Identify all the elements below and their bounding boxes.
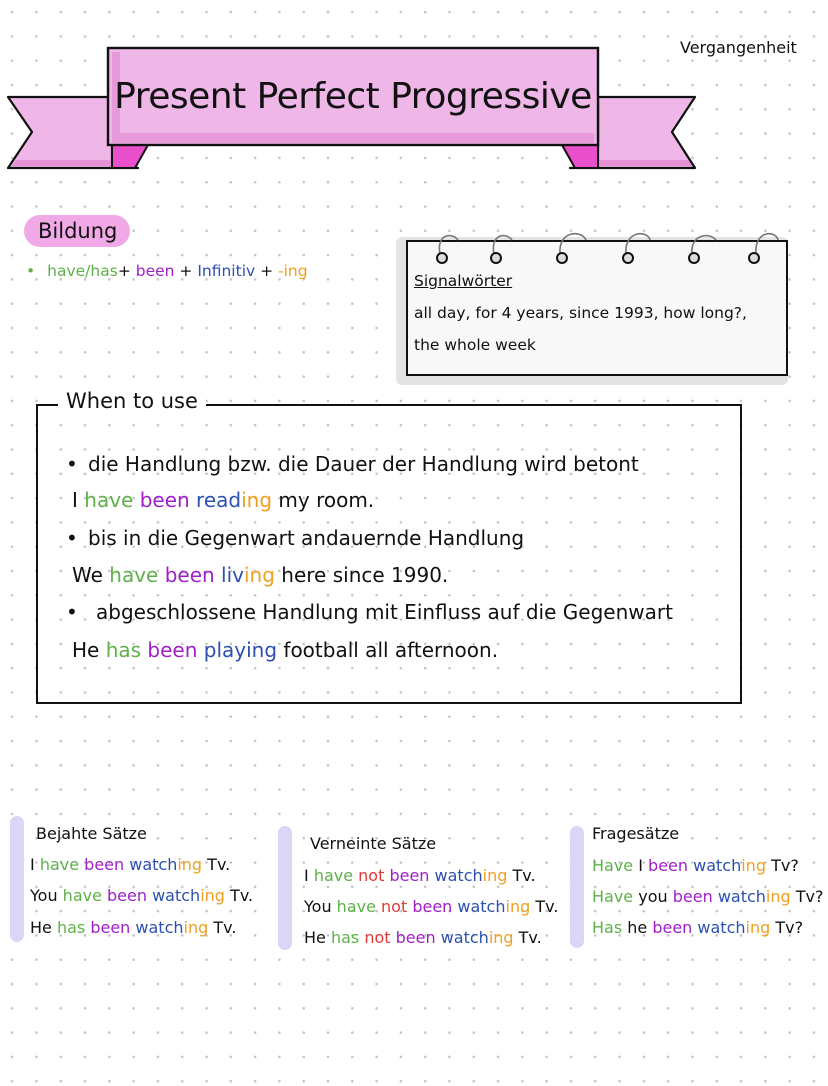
sentence-row bbox=[592, 856, 799, 875]
aux: Have bbox=[592, 856, 634, 875]
example-aux: have bbox=[109, 563, 159, 587]
been: been bbox=[648, 856, 694, 875]
verb: watch bbox=[152, 886, 201, 905]
section-label-bildung: Bildung bbox=[24, 215, 130, 247]
negation: not bbox=[375, 897, 408, 916]
column-title-frage: Fragesätze bbox=[592, 824, 680, 843]
ing: ing bbox=[482, 866, 508, 885]
been: been bbox=[672, 887, 718, 906]
example-aux: has bbox=[105, 638, 142, 662]
usage-rule bbox=[66, 526, 524, 550]
object: Tv? bbox=[790, 887, 824, 906]
formula-plus: + bbox=[174, 262, 198, 280]
object: Tv. bbox=[513, 928, 542, 947]
ing: ing bbox=[745, 918, 771, 937]
example-ing: ing bbox=[241, 488, 273, 512]
tense-label: Vergangenheit bbox=[680, 38, 797, 57]
been: been bbox=[101, 886, 153, 905]
signalwoerter-title: Signalwörter bbox=[414, 272, 513, 290]
sentence-row bbox=[592, 918, 803, 937]
aux: have bbox=[62, 886, 102, 905]
example-aux: have bbox=[84, 488, 134, 512]
subject: I bbox=[304, 866, 314, 885]
subject: He bbox=[304, 928, 331, 947]
subject: You bbox=[304, 897, 337, 916]
bullet-icon: • bbox=[26, 262, 36, 280]
object: Tv? bbox=[770, 918, 804, 937]
object: Tv? bbox=[765, 856, 799, 875]
example-rest: here since 1990. bbox=[274, 563, 449, 587]
example-subject: I bbox=[72, 488, 85, 512]
usage-rule-text: bis in die Gegenwart andauernde Handlung bbox=[88, 526, 525, 550]
ing: ing bbox=[200, 886, 225, 905]
formula-plus: + bbox=[117, 262, 136, 280]
usage-example bbox=[72, 488, 374, 512]
object: Tv. bbox=[202, 855, 231, 874]
usage-example bbox=[72, 563, 448, 587]
signalwoerter-line: the whole week bbox=[414, 336, 536, 354]
formula-aux: have/has bbox=[47, 262, 118, 280]
signalwoerter-line: all day, for 4 years, since 1993, how long?, bbox=[414, 304, 747, 322]
formula-infinitiv: Infinitiv bbox=[197, 262, 256, 280]
verb: watch bbox=[697, 918, 746, 937]
been: been bbox=[407, 897, 458, 916]
example-ing: ing bbox=[244, 563, 275, 587]
ing: ing bbox=[765, 887, 791, 906]
example-verb: liv bbox=[221, 563, 244, 587]
example-verb: read bbox=[196, 488, 242, 512]
bullet-icon: • bbox=[66, 600, 78, 624]
subject: He bbox=[30, 918, 57, 937]
verb: watch bbox=[457, 897, 506, 916]
column-title-bejahte: Bejahte Sätze bbox=[36, 824, 147, 843]
example-rest: football all afternoon. bbox=[277, 638, 499, 662]
subject: you bbox=[633, 887, 673, 906]
subject: You bbox=[30, 886, 63, 905]
been: been bbox=[390, 928, 441, 947]
aux: have bbox=[336, 897, 376, 916]
bullet-icon: • bbox=[66, 452, 78, 476]
example-verb: playing bbox=[203, 638, 278, 662]
subject: I bbox=[30, 855, 40, 874]
verb: watch bbox=[717, 887, 766, 906]
aux: have bbox=[313, 866, 354, 885]
been: been bbox=[85, 918, 136, 937]
verb: watch bbox=[434, 866, 483, 885]
verb: watch bbox=[135, 918, 184, 937]
sentence-row bbox=[304, 928, 542, 947]
example-subject: He bbox=[72, 638, 106, 662]
negation: not bbox=[353, 866, 385, 885]
negation: not bbox=[359, 928, 391, 947]
been: been bbox=[652, 918, 698, 937]
object: Tv. bbox=[208, 918, 237, 937]
usage-rule bbox=[66, 600, 673, 624]
usage-rule-text: abgeschlossene Handlung mit Einfluss auf die Gegenwart bbox=[96, 600, 673, 624]
object: Tv. bbox=[530, 897, 559, 916]
ing: ing bbox=[488, 928, 514, 947]
page-title: Present Perfect Progressive bbox=[114, 75, 592, 117]
formation-formula bbox=[26, 262, 308, 280]
sentence-row bbox=[30, 855, 230, 874]
sentence-row bbox=[30, 886, 253, 905]
ing: ing bbox=[183, 918, 209, 937]
spiral-rings-icon bbox=[406, 224, 786, 264]
example-been: been bbox=[141, 638, 204, 662]
example-subject: We bbox=[72, 563, 110, 587]
column-title-verneinte: Verneinte Sätze bbox=[310, 834, 437, 853]
usage-example bbox=[72, 638, 498, 662]
verb: watch bbox=[693, 856, 742, 875]
column-accent-bar bbox=[10, 816, 24, 942]
column-accent-bar bbox=[570, 826, 584, 948]
ing: ing bbox=[741, 856, 766, 875]
usage-rule-text: die Handlung bzw. die Dauer der Handlung wird betont bbox=[88, 452, 639, 476]
ing: ing bbox=[177, 855, 203, 874]
object: Tv. bbox=[224, 886, 254, 905]
aux: Have bbox=[592, 887, 634, 906]
formula-been: been bbox=[135, 262, 175, 280]
bullet-icon: • bbox=[66, 526, 78, 550]
verb: watch bbox=[440, 928, 489, 947]
column-accent-bar bbox=[278, 826, 292, 950]
sentence-row bbox=[304, 897, 558, 916]
sentence-row bbox=[304, 866, 536, 885]
sentence-row bbox=[30, 918, 236, 937]
been: been bbox=[79, 855, 130, 874]
when-to-use-title: When to use bbox=[58, 389, 206, 413]
ing: ing bbox=[505, 897, 531, 916]
formula-ing: -ing bbox=[278, 262, 308, 280]
aux: have bbox=[39, 855, 80, 874]
sentence-row bbox=[592, 887, 824, 906]
subject: he bbox=[622, 918, 653, 937]
example-been: been bbox=[133, 488, 197, 512]
example-rest: my room. bbox=[272, 488, 375, 512]
verb: watch bbox=[129, 855, 178, 874]
example-been: been bbox=[158, 563, 222, 587]
formula-plus: + bbox=[255, 262, 279, 280]
object: Tv. bbox=[507, 866, 536, 885]
aux: Has bbox=[592, 918, 623, 937]
aux: has bbox=[56, 918, 86, 937]
usage-rule bbox=[66, 452, 639, 476]
been: been bbox=[384, 866, 435, 885]
aux: has bbox=[330, 928, 360, 947]
subject: I bbox=[633, 856, 649, 875]
